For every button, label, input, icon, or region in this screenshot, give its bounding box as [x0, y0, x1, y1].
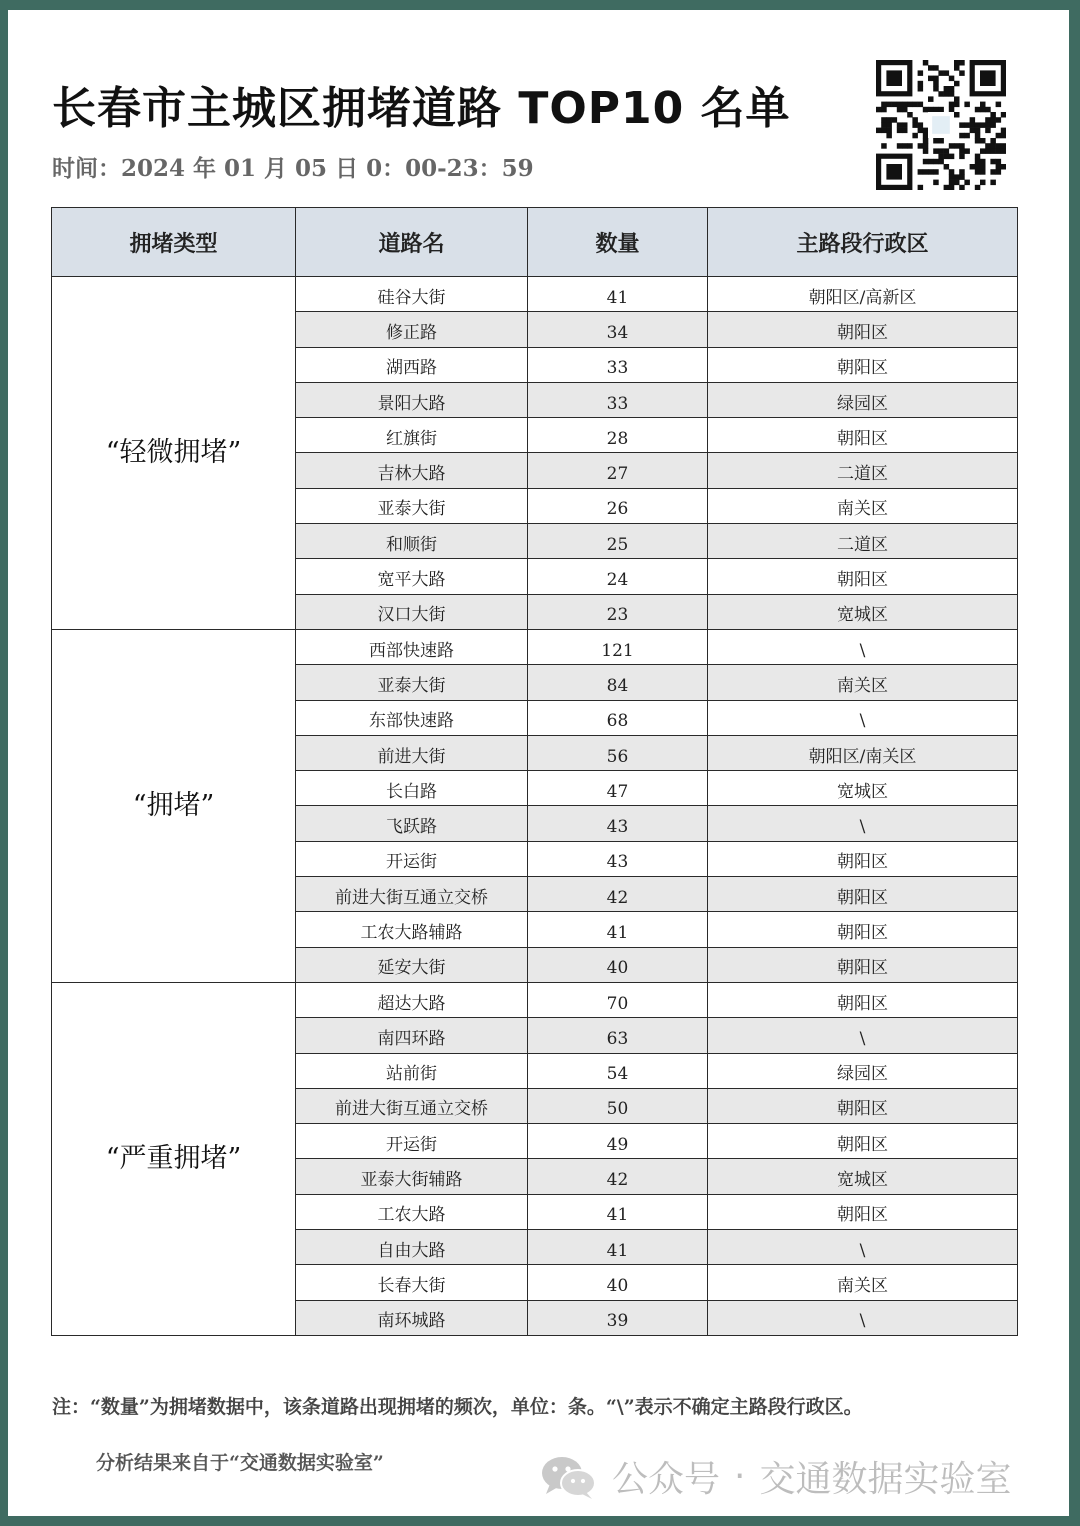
count-cell: 33 — [528, 382, 708, 417]
count-cell: 23 — [528, 594, 708, 629]
road-name-cell: 宽平大路 — [296, 559, 528, 594]
table-row — [52, 629, 1018, 664]
district-cell: 朝阳区 — [708, 912, 1018, 947]
district-cell: 宽城区 — [708, 1159, 1018, 1194]
qr-code-icon — [876, 60, 1006, 190]
road-name-cell: 亚泰大街 — [296, 665, 528, 700]
district-cell: 南关区 — [708, 1265, 1018, 1300]
district-cell: 绿园区 — [708, 1053, 1018, 1088]
road-name-cell: 超达大路 — [296, 982, 528, 1017]
congestion-table — [51, 207, 1018, 1336]
count-cell: 42 — [528, 1159, 708, 1194]
road-name-cell: 长春大街 — [296, 1265, 528, 1300]
count-cell: 41 — [528, 1230, 708, 1265]
header-district: 主路段行政区 — [708, 208, 1018, 277]
count-cell: 47 — [528, 771, 708, 806]
count-cell: 50 — [528, 1088, 708, 1123]
count-cell: 42 — [528, 877, 708, 912]
district-cell: 朝阳区 — [708, 947, 1018, 982]
road-name-cell: 亚泰大街辅路 — [296, 1159, 528, 1194]
district-cell: 朝阳区 — [708, 1124, 1018, 1159]
road-name-cell: 长白路 — [296, 771, 528, 806]
road-name-cell: 飞跃路 — [296, 806, 528, 841]
road-name-cell: 延安大街 — [296, 947, 528, 982]
road-name-cell: 红旗街 — [296, 418, 528, 453]
road-name-cell: 和顺街 — [296, 524, 528, 559]
congestion-type-cell: “严重拥堵” — [52, 982, 296, 1335]
count-cell: 68 — [528, 700, 708, 735]
road-name-cell: 修正路 — [296, 312, 528, 347]
road-name-cell: 南四环路 — [296, 1018, 528, 1053]
header-road: 道路名 — [296, 208, 528, 277]
road-name-cell: 工农大路 — [296, 1194, 528, 1229]
source-line: 分析结果来自于“交通数据实验室” — [96, 1452, 384, 1474]
table-header-row — [52, 208, 1018, 277]
count-cell: 33 — [528, 347, 708, 382]
count-cell: 40 — [528, 1265, 708, 1300]
count-cell: 70 — [528, 982, 708, 1017]
district-cell: 朝阳区 — [708, 1194, 1018, 1229]
watermark-account: 公众号 — [612, 1459, 721, 1500]
district-cell: 绿园区 — [708, 382, 1018, 417]
road-name-cell: 自由大路 — [296, 1230, 528, 1265]
district-cell: \ — [708, 1018, 1018, 1053]
district-cell: 朝阳区/南关区 — [708, 735, 1018, 770]
table-row — [52, 982, 1018, 1017]
count-cell: 43 — [528, 841, 708, 876]
header-count: 数量 — [528, 208, 708, 277]
watermark-separator: · — [734, 1456, 746, 1497]
road-name-cell: 前进大街互通立交桥 — [296, 877, 528, 912]
road-name-cell: 西部快速路 — [296, 629, 528, 664]
district-cell: \ — [708, 629, 1018, 664]
road-name-cell: 南环城路 — [296, 1300, 528, 1335]
road-name-cell: 湖西路 — [296, 347, 528, 382]
district-cell: \ — [708, 1230, 1018, 1265]
count-cell: 84 — [528, 665, 708, 700]
count-cell: 49 — [528, 1124, 708, 1159]
table-row — [52, 277, 1018, 312]
district-cell: 宽城区 — [708, 594, 1018, 629]
watermark-name: 交通数据实验室 — [759, 1459, 1012, 1500]
district-cell: 朝阳区 — [708, 877, 1018, 912]
count-cell: 28 — [528, 418, 708, 453]
count-cell: 43 — [528, 806, 708, 841]
road-name-cell: 景阳大路 — [296, 382, 528, 417]
road-name-cell: 吉林大路 — [296, 453, 528, 488]
watermark — [540, 1451, 1011, 1502]
district-cell: 朝阳区/高新区 — [708, 277, 1018, 312]
district-cell: 朝阳区 — [708, 347, 1018, 382]
congestion-type-cell: “拥堵” — [52, 629, 296, 982]
count-cell: 54 — [528, 1053, 708, 1088]
road-name-cell: 工农大路辅路 — [296, 912, 528, 947]
district-cell: 朝阳区 — [708, 982, 1018, 1017]
count-cell: 41 — [528, 1194, 708, 1229]
page-title: 长春市主城区拥堵道路 TOP10 名单 — [52, 83, 791, 134]
count-cell: 56 — [528, 735, 708, 770]
road-name-cell: 开运街 — [296, 841, 528, 876]
district-cell: 二道区 — [708, 453, 1018, 488]
district-cell: \ — [708, 1300, 1018, 1335]
report-sheet — [8, 10, 1069, 1516]
count-cell: 34 — [528, 312, 708, 347]
district-cell: 朝阳区 — [708, 312, 1018, 347]
district-cell: 宽城区 — [708, 771, 1018, 806]
road-name-cell: 开运街 — [296, 1124, 528, 1159]
count-cell: 40 — [528, 947, 708, 982]
wechat-icon — [540, 1454, 598, 1500]
road-name-cell: 汉口大街 — [296, 594, 528, 629]
count-cell: 25 — [528, 524, 708, 559]
time-range: 时间：2024 年 01 月 05 日 0：00-23：59 — [52, 155, 534, 182]
count-cell: 41 — [528, 277, 708, 312]
road-name-cell: 前进大街互通立交桥 — [296, 1088, 528, 1123]
district-cell: 朝阳区 — [708, 841, 1018, 876]
count-cell: 63 — [528, 1018, 708, 1053]
district-cell: 朝阳区 — [708, 418, 1018, 453]
count-cell: 26 — [528, 488, 708, 523]
count-cell: 24 — [528, 559, 708, 594]
district-cell: 南关区 — [708, 665, 1018, 700]
road-name-cell: 硅谷大街 — [296, 277, 528, 312]
district-cell: 二道区 — [708, 524, 1018, 559]
header-type: 拥堵类型 — [52, 208, 296, 277]
district-cell: 朝阳区 — [708, 1088, 1018, 1123]
road-name-cell: 东部快速路 — [296, 700, 528, 735]
congestion-type-cell: “轻微拥堵” — [52, 277, 296, 630]
district-cell: 朝阳区 — [708, 559, 1018, 594]
footnote: 注：“数量”为拥堵数据中，该条道路出现拥堵的频次，单位：条。“\”表示不确定主路段行政区。 — [52, 1396, 863, 1418]
district-cell: \ — [708, 806, 1018, 841]
count-cell: 41 — [528, 912, 708, 947]
road-name-cell: 站前街 — [296, 1053, 528, 1088]
district-cell: 南关区 — [708, 488, 1018, 523]
count-cell: 27 — [528, 453, 708, 488]
district-cell: \ — [708, 700, 1018, 735]
count-cell: 39 — [528, 1300, 708, 1335]
road-name-cell: 亚泰大街 — [296, 488, 528, 523]
count-cell: 121 — [528, 629, 708, 664]
road-name-cell: 前进大街 — [296, 735, 528, 770]
